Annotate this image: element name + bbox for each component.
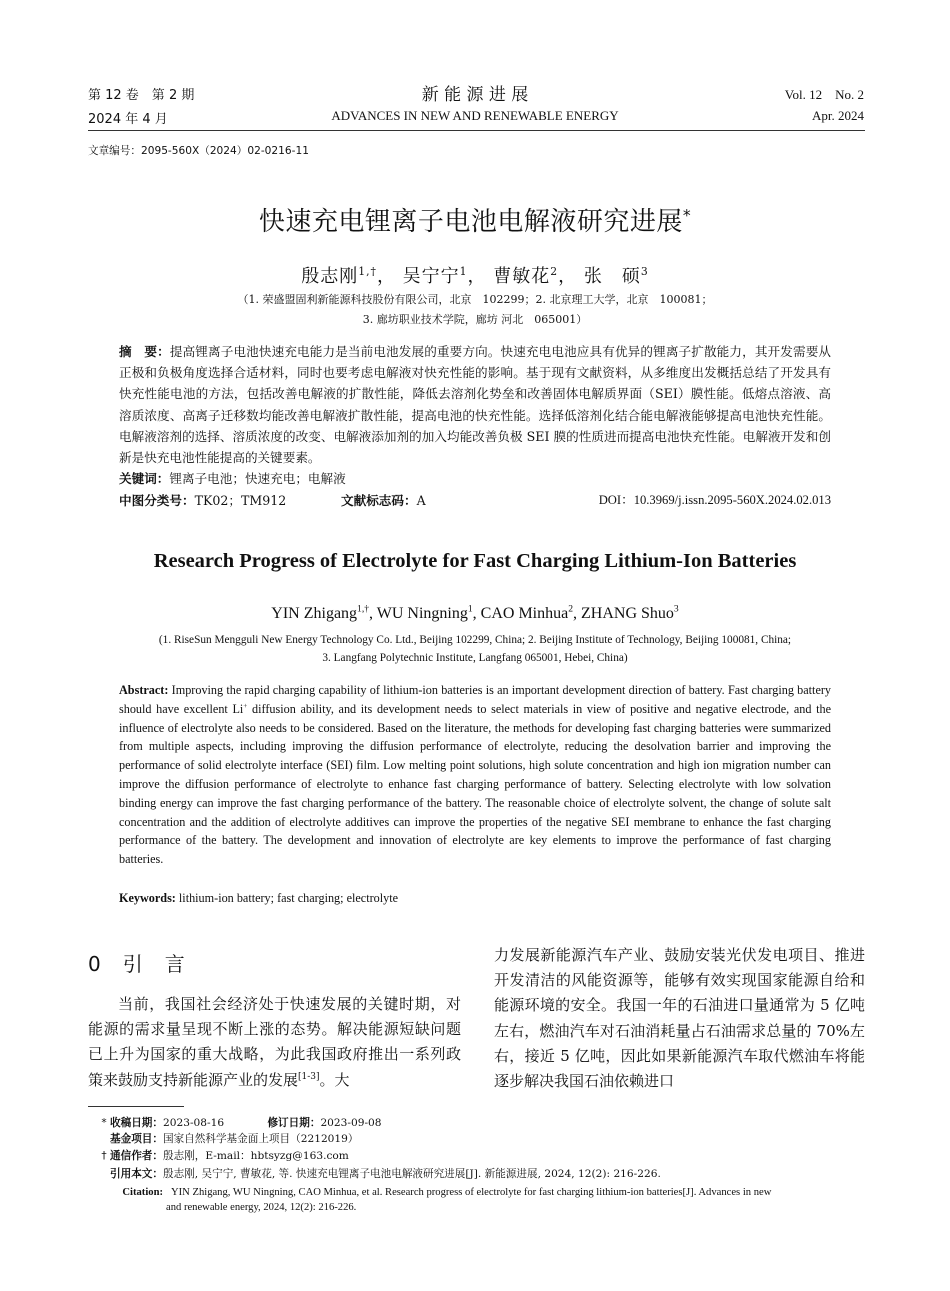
body-left-column <box>88 992 461 1093</box>
affiliation-zh-line2: 3. 廊坊职业技术学院，廊坊 河北 065001） <box>362 313 588 326</box>
author-en: YIN Zhigang <box>271 605 358 622</box>
body-left-text: 当前，我国社会经济处于快速发展的关键时期，对能源的需求量呈现不断上涨的态势。解决能源短缺问题已上升为国家的重大战略，为此我国政府推出一系列政策来鼓励支持新能源产业的发展 <box>88 995 461 1089</box>
header-volume-en: Vol. 12 No. 2 <box>784 87 864 102</box>
keywords-zh-label: 关键词： <box>119 471 170 486</box>
revised-date: 2023-09-08 <box>320 1117 382 1129</box>
author-zh-affil: 1 <box>459 265 468 278</box>
authors-zh: 殷志刚$^{1,\dagger}$， 吴宁宁$^1$， 曹敏花$^2$， 张 硕$^3$ <box>301 265 649 287</box>
authors-en <box>0 605 950 623</box>
header-rule <box>88 130 865 131</box>
clc-code <box>119 490 286 511</box>
doc-code-value: A <box>416 493 426 508</box>
author-zh-affil: 2 <box>550 265 559 278</box>
abstract-en-label: Abstract: <box>119 683 169 697</box>
title-zh-text: 快速充电锂离子电池电解液研究进展 <box>258 207 683 237</box>
footnote-correspondence <box>88 1149 868 1165</box>
article-number: 文章编号：2095-560X（2024）02-0216-11 <box>88 145 309 157</box>
author-zh: 吴宁宁 <box>402 266 460 287</box>
author-en-affil: 2 <box>568 603 574 615</box>
author-zh: 曹敏花 <box>493 266 551 287</box>
title-en: Research Progress of Electrolyte for Fast Charging Lithium-Ion Batteries <box>153 550 797 572</box>
footnote-rule <box>88 1106 184 1107</box>
keywords-en <box>119 889 831 908</box>
cite-zh-label: 引用本文： <box>110 1168 163 1180</box>
doi <box>599 490 831 511</box>
li-ion-charge: + <box>243 700 248 710</box>
section-heading: 0 引 言 <box>88 952 186 976</box>
header-volume-zh: 第 12 卷 第 2 期 <box>88 88 195 103</box>
affiliation-zh-line1: （1. 荣盛盟固利新能源科技股份有限公司，北京 102299；2. 北京理工大学，北京 100081； <box>237 293 713 306</box>
document-code <box>341 490 426 511</box>
abstract-en-text: Improving the rapid charging capability of lithium-ion batteries is an important development direction of battery. Fast charging battery should have excellent Li <box>119 683 832 716</box>
revised-label: 修订日期： <box>267 1117 321 1129</box>
received-label: 收稿日期： <box>110 1117 163 1129</box>
footnote-received <box>88 1116 868 1132</box>
author-zh-affil: 3 <box>640 265 649 278</box>
header-journal-en: ADVANCES IN NEW AND RENEWABLE ENERGY <box>331 108 619 123</box>
header-date-en: Apr. 2024 <box>812 108 864 123</box>
footnote-cite-en-cont: and renewable energy, 2024, 12(2): 216-226. <box>166 1202 357 1213</box>
received-date: 2023-08-16 <box>163 1117 225 1129</box>
clc-value: TK02；TM912 <box>194 493 287 508</box>
cite-zh-text: 殷志刚, 吴宁宁, 曹敏花, 等. 快速充电锂离子电池电解液研究进展[J]. 新能源进展, 2024, 12(2): 216-226. <box>163 1168 661 1180</box>
abstract-zh-text: 提高锂离子电池快速充电能力是当前电池发展的重要方向。快速充电电池应具有优异的锂离子扩散能力，其开发需要从正极和负极角度选择合适材料，同时也要考虑电解液对快充性能的影响。基于现有文献资料，从多维度出发概括总结了开发具有快充性能电池的方法，包括改善电解液的扩散性能，降低去溶剂化势垒和改善固体电解质界面（SEI）膜性能。低熔点溶液、高溶质浓度、高离子迁移数均能改善电解液扩散性能，提高电池的快充性能。选择低溶剂化结合能电解液能够提高电池快充性能。电解液溶剂的选择、溶质浓度的改变、电解液添加剂的加入均能改善负极 SEI 膜的性质进而提高电池快充性能。电解液开发和创新是快充电池性能提高的关键要素。 <box>119 344 832 466</box>
abstract-zh-label: 摘 要： <box>119 344 170 359</box>
doi-label: DOI： <box>598 493 634 507</box>
star-mark: * <box>101 1117 107 1129</box>
keywords-zh-text: 锂离子电池；快速充电；电解液 <box>169 471 346 486</box>
citation-ref: [1-3] <box>298 1071 320 1082</box>
author-en-affil: 1 <box>467 603 473 615</box>
doc-code-label: 文献标志码： <box>341 493 417 508</box>
title-mark: * <box>682 206 692 225</box>
abstract-en-text-cont: diffusion ability, and its development needs to select materials in view of positive and negative electrode, and the influence of electrolyte also needs to be considered. Based on the literature, the methods for developing fast charging batteries were summarized from multiple aspects, including improving the diffusion performance of electrolyte, reducing the desolvation barrier and improving the performance of solid electrolyte interface (SEI) film. Low melting point solutions, high solute concentration and high ion migration number can improve the diffusion performance of electrolyte to enhance fast charging performance of battery. Selecting electrolyte with low solvation binding energy can improve the fast charging performance of the battery. The reasonable choice of electrolyte solvent, the change of solute salt concentration and the addition of electrolyte additives can improve the properties of the negative SEI membrane to enhance the fast charging performance of the battery. The development and innovation of electrolyte are key elements to improve the performance of fast charging batteries. <box>119 701 831 867</box>
header-date-zh: 2024 年 4 月 <box>88 112 168 127</box>
footnote-cite-en <box>88 1185 868 1201</box>
author-en-affil: 3 <box>673 603 679 615</box>
affiliation-en-line1: (1. RiseSun Mengguli New Energy Technology Co. Ltd., Beijing 102299, China; 2. Beijing Institute of Technology, Beijing 100081, China; <box>158 634 792 646</box>
keywords-zh <box>119 468 831 489</box>
author-zh-affil: 1,† <box>358 265 377 278</box>
author-en-affil: 1,† <box>357 603 370 615</box>
title-zh <box>0 201 950 238</box>
fund-text: 国家自然科学基金面上项目（2212019） <box>163 1133 359 1145</box>
fund-label: 基金项目： <box>110 1133 163 1145</box>
affiliation-en-line2: 3. Langfang Polytechnic Institute, Langfang 065001, Hebei, China) <box>322 652 628 664</box>
author-zh: 殷志刚 <box>301 266 359 287</box>
dagger-mark: † <box>101 1150 107 1162</box>
keywords-en-label: Keywords: <box>119 891 176 905</box>
doi-value: 10.3969/j.issn.2095-560X.2024.02.013 <box>633 493 831 507</box>
author-en: WU Ningning <box>376 605 468 622</box>
author-zh: 张 硕 <box>583 266 641 287</box>
body-right-column: 力发展新能源汽车产业、鼓励安装光伏发电项目、推进开发清洁的风能资源等，能够有效实现国家能源自给和能源环境的安全。我国一年的石油进口量通常为 5 亿吨左右，燃油汽车对石油消耗量占石油需求总量的 70%左右，接近 5 亿吨，因此如果新能源汽车取代燃油车将能逐步解决我国石油依赖进口 <box>494 946 865 1091</box>
corr-label: 通信作者： <box>110 1150 163 1162</box>
keywords-en-text: lithium-ion battery; fast charging; electrolyte <box>178 891 399 905</box>
corr-text: 殷志刚，E-mail：hbtsyzg@163.com <box>163 1150 349 1162</box>
footnote-fund <box>88 1132 868 1148</box>
author-en-separator: , <box>472 605 481 622</box>
body-left-text-end: 。大 <box>319 1070 350 1089</box>
author-en-separator: , <box>369 605 377 622</box>
abstract-en <box>119 681 831 869</box>
header-journal-zh: 新 能 源 进 展 <box>421 85 529 105</box>
cite-en-text: YIN Zhigang, WU Ningning, CAO Minhua, et al. Research progress of electrolyte for fast charging lithium-ion batteries[J]. Advances in new <box>171 1187 772 1198</box>
abstract-zh <box>119 341 831 468</box>
author-en: ZHANG Shuo <box>581 605 674 622</box>
author-en: CAO Minhua <box>480 605 569 622</box>
footnote-cite-zh <box>88 1167 868 1183</box>
author-en-separator: , <box>573 605 582 622</box>
clc-label: 中图分类号： <box>119 493 195 508</box>
cite-en-label: Citation: <box>122 1187 163 1198</box>
